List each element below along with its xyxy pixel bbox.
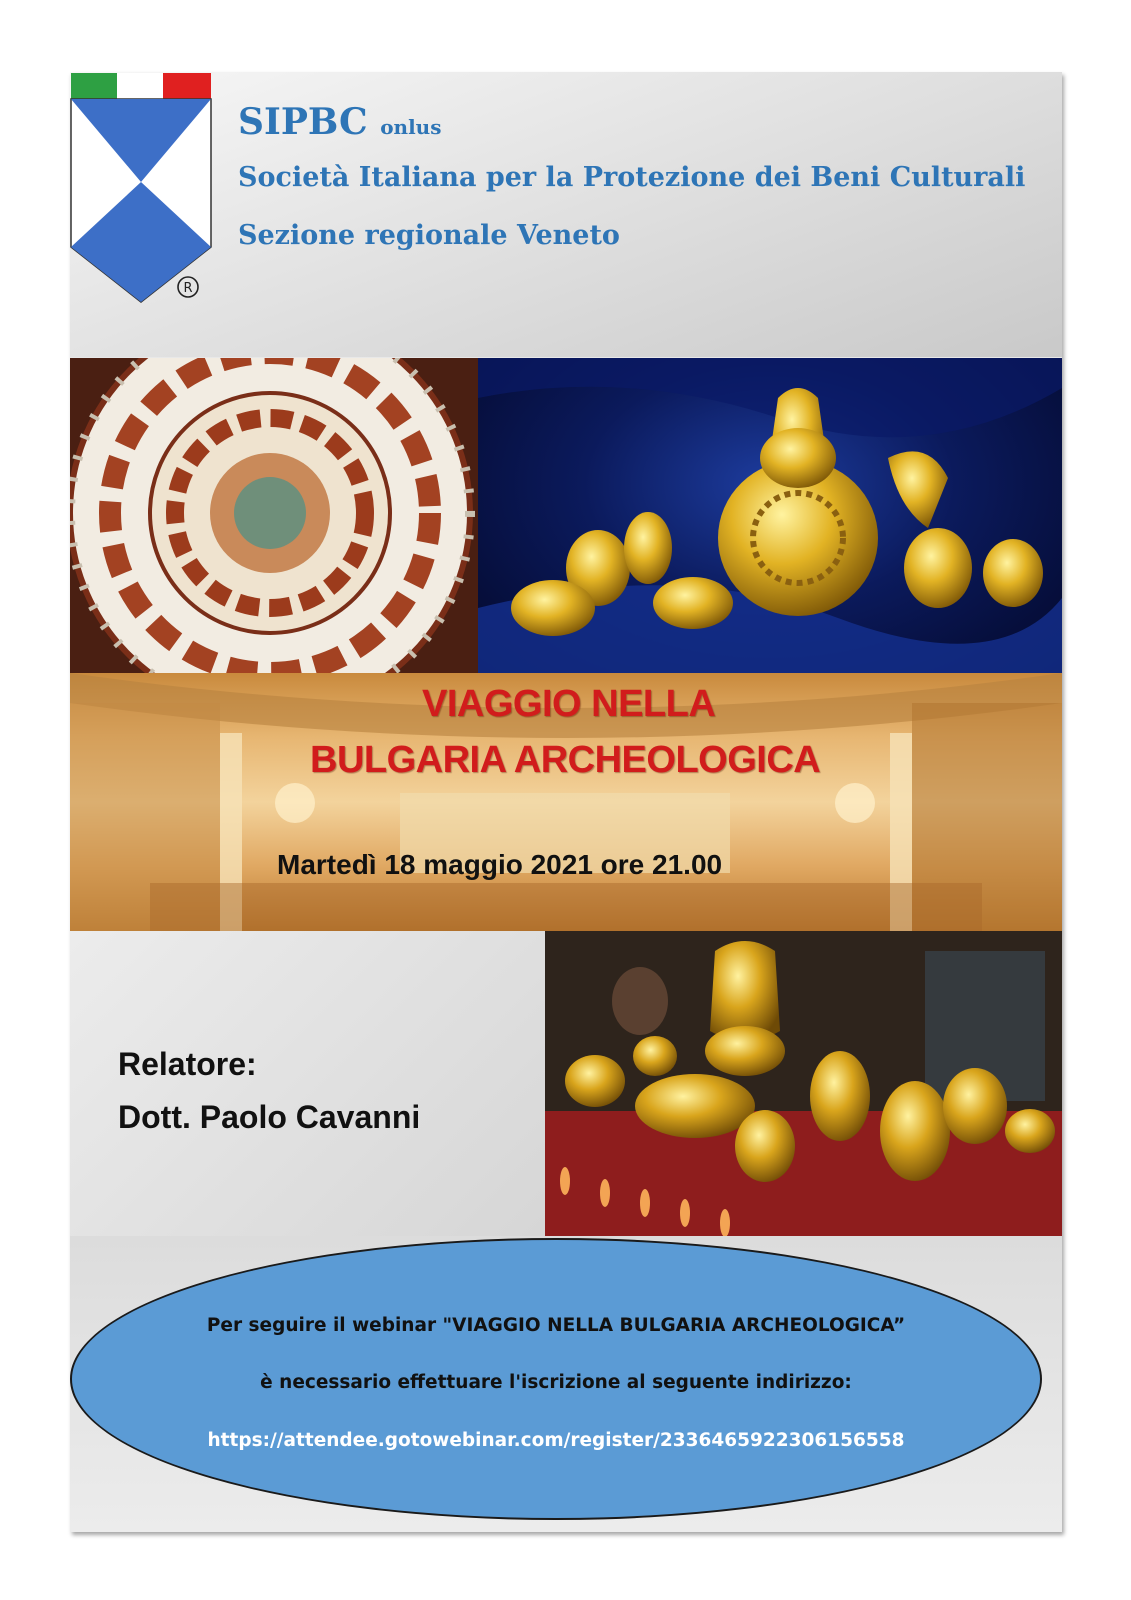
speaker-box xyxy=(70,931,545,1236)
event-title-line1: VIAGGIO NELLA xyxy=(422,683,716,725)
sipbc-logo xyxy=(70,72,212,312)
org-acronym: SIPBC xyxy=(238,101,368,143)
event-title-line2: BULGARIA ARCHEOLOGICA xyxy=(310,739,821,781)
registration-ellipse xyxy=(70,1238,1042,1520)
header-text xyxy=(238,100,1038,253)
registration-link[interactable]: https://attendee.gotowebinar.com/register/2336465922306156558 xyxy=(207,1430,905,1451)
org-suffix: onlus xyxy=(380,115,442,139)
speaker-name: Dott. Paolo Cavanni xyxy=(118,1099,421,1135)
svg-text:R: R xyxy=(183,281,193,296)
org-full-name: Società Italiana per la Protezione dei Beni Culturali xyxy=(238,162,1026,193)
event-date: Martedì 18 maggio 2021 ore 21.00 xyxy=(277,849,723,880)
gold-treasure-photo xyxy=(478,358,1062,673)
poster xyxy=(70,72,1062,1532)
org-short-title xyxy=(238,100,1038,149)
painted-dome-photo xyxy=(70,358,478,673)
tomb-interior-photo xyxy=(70,673,1062,931)
header xyxy=(70,72,1062,357)
museum-display-photo xyxy=(545,931,1062,1236)
registration-instruction: è necessario effettuare l'iscrizione al seguente indirizzo: xyxy=(260,1372,852,1393)
registration-intro: Per seguire il webinar "VIAGGIO NELLA BULGARIA ARCHEOLOGICA” xyxy=(206,1315,906,1336)
speaker-label: Relatore: xyxy=(118,1046,257,1082)
org-section: Sezione regionale Veneto xyxy=(238,220,620,251)
registration-area xyxy=(70,1236,1062,1532)
